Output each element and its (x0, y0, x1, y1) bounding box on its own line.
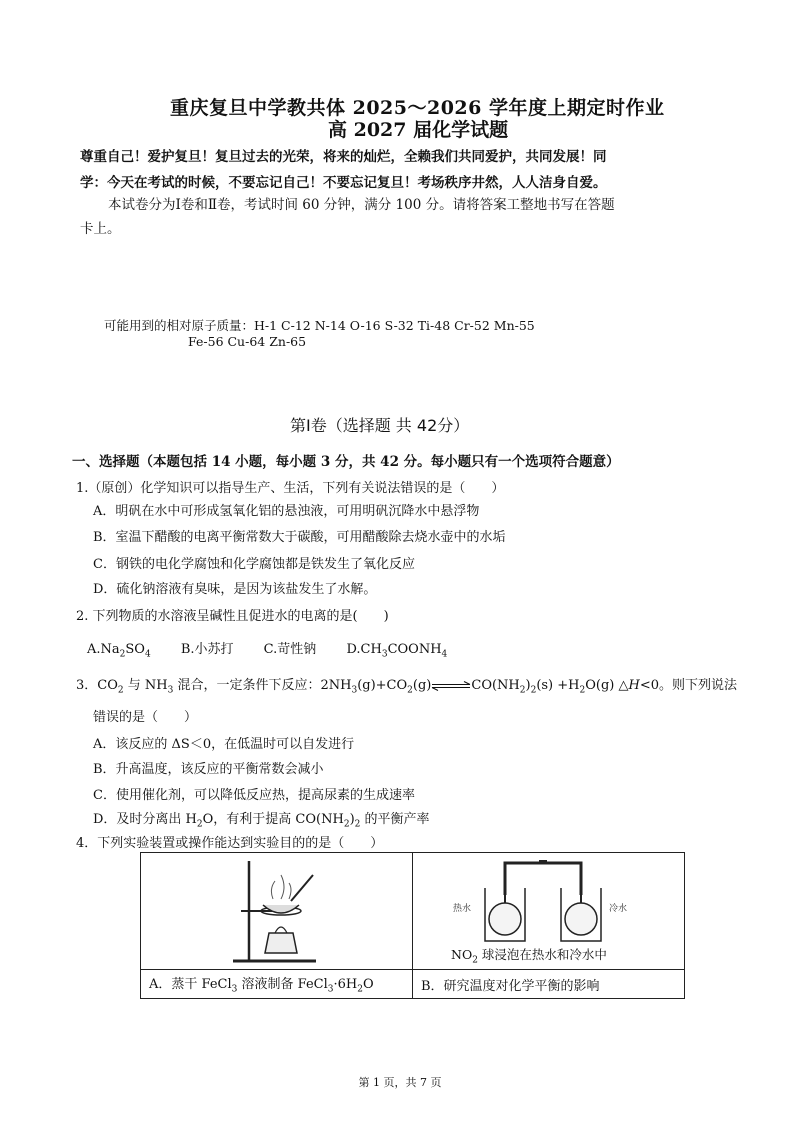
section-heading: 一、选择题（本题包括 14 小题，每小题 3 分，共 42 分。每小题只有一个选项符合题意） (72, 454, 620, 470)
equilibrium-arrow-icon (431, 681, 471, 691)
experiment-b-image-caption: $NO_2$ 球浸泡在热水和冷水中 (451, 947, 607, 966)
experiment-a-image-cell (141, 853, 413, 970)
exam-title: 重庆复旦中学教共体 2025～2026 学年度上期定时作业 (170, 97, 665, 119)
question-1-stem: 1.（原创）化学知识可以指导生产、生活，下列有关说法错误的是（ ） (76, 481, 505, 496)
intro-line-1: 本试卷分为Ⅰ卷和Ⅱ卷，考试时间 60 分钟，满分 100 分。请将答案工整地书写在答题 (108, 197, 615, 213)
atomic-masses-line-2: Fe-56 Cu-64 Zn-65 (188, 334, 307, 349)
exam-subtitle: 高 2027 届化学试题 (328, 119, 509, 141)
intro-line-2: 卡上。 (80, 221, 121, 237)
motto-line-1: 尊重自己！爱护复旦！复旦过去的光荣，将来的灿烂，全赖我们共同爱护，共同发展！同 (80, 149, 607, 165)
evaporation-apparatus-icon (141, 853, 412, 969)
question-3-option-b: B．升高温度，该反应的平衡常数会减小 (93, 762, 324, 777)
question-3-option-d: D．及时分离出 $H_2O$，有利于提高 $CO(NH_2)_2$ 的平衡产率 (93, 812, 430, 830)
question-3-stem: 3．$CO_2$ 与 $NH_3$ 混合，一定条件下反应：$2NH_3(g)+CO_2(g)$ $CO(NH_2)_2(s) +H_2O(g)$ △H<0。则下列说法 (76, 678, 738, 696)
experiment-table (140, 852, 685, 999)
question-1-option-d: D．硫化钠溶液有臭味，是因为该盐发生了水解。 (93, 582, 377, 597)
experiment-b-image-cell (413, 853, 685, 970)
question-1-option-c: C．钢铁的电化学腐蚀和化学腐蚀都是铁发生了氧化反应 (93, 557, 415, 572)
motto-line-2: 学：今天在考试的时候，不要忘记自己！不要忘记复旦！考场秩序井然，人人洁身自爱。 (80, 175, 607, 191)
question-2-option-d: $D.CH_3COONH_4$ (346, 642, 448, 660)
question-1-option-a: A．明矾在水中可形成氢氧化铝的悬浊液，可用明矾沉降水中悬浮物 (93, 504, 480, 519)
question-2-option-a: $A.Na_2SO_4$ (87, 642, 151, 660)
question-3-option-c: C．使用催化剂，可以降低反应热，提高尿素的生成速率 (93, 788, 415, 803)
atomic-masses-line-1: 可能用到的相对原子质量：H-1 C-12 N-14 O-16 S-32 Ti-48 Cr-52 Mn-55 (104, 318, 535, 333)
question-2-stem: 2. 下列物质的水溶液呈碱性且促进水的电离的是( ) (76, 609, 389, 624)
question-4-stem: 4．下列实验装置或操作能达到实验目的的是（ ） (76, 836, 384, 851)
question-2-option-c: C.苛性钠 (263, 642, 317, 657)
cold-water-label: 冷水 (609, 904, 628, 914)
hot-water-label: 热水 (453, 904, 472, 914)
question-3-option-a: A．该反应的 ΔS＜0，在低温时可以自发进行 (93, 737, 355, 752)
question-3-stem-continued: 错误的是（ ） (93, 710, 198, 725)
section-title: 第Ⅰ卷（选择题 共 42分） (290, 416, 470, 435)
page-footer: 第 1 页，共 7 页 (358, 1076, 442, 1089)
question-2-option-b: B.小苏打 (180, 642, 234, 657)
question-2-options (87, 638, 473, 660)
experiment-b-caption: B．研究温度对化学平衡的影响 (413, 970, 685, 999)
experiment-a-caption: A．蒸干 FeCl$_3$ 溶液制备 $FeCl_3\cdot 6H_2O$ (141, 970, 413, 999)
question-1-option-b: B．室温下醋酸的电离平衡常数大于碳酸，可用醋酸除去烧水壶中的水垢 (93, 530, 506, 545)
